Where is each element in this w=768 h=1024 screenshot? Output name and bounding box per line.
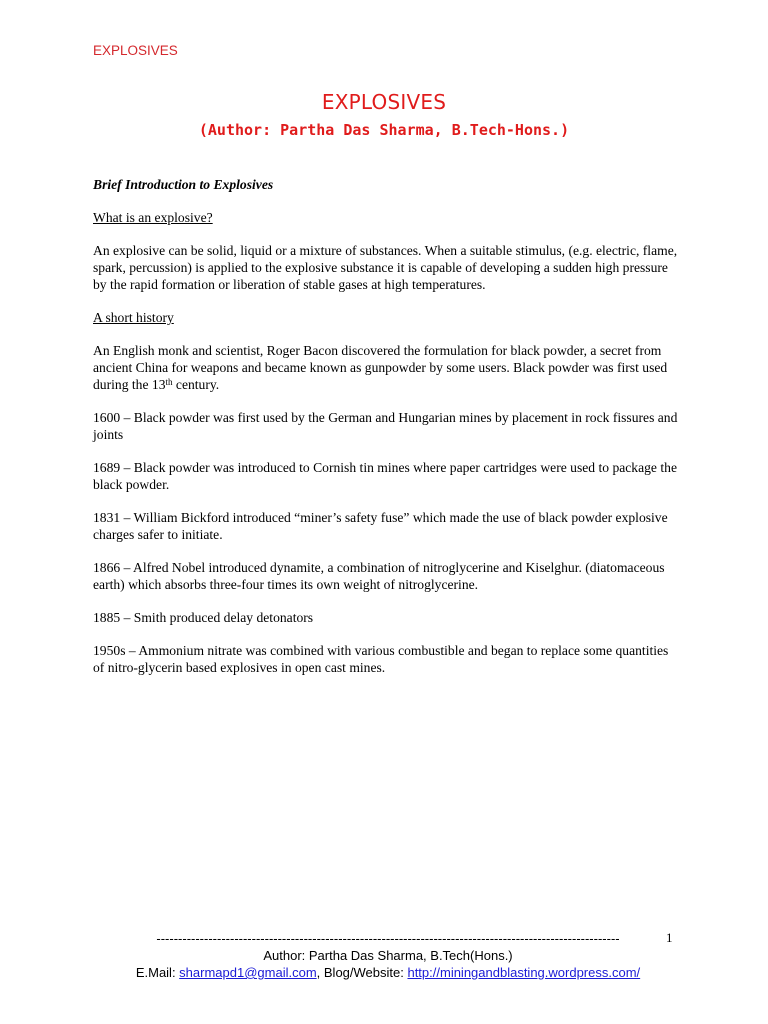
email-link[interactable]: sharmapd1@gmail.com bbox=[179, 965, 317, 980]
section-heading: Brief Introduction to Explosives bbox=[93, 177, 274, 192]
timeline-entry-1885: 1885 – Smith produced delay detonators bbox=[93, 610, 314, 625]
footer-author: Author: Partha Das Sharma, B.Tech(Hons.) bbox=[263, 948, 513, 963]
footer-contact bbox=[93, 964, 683, 981]
document-subtitle: (Author: Partha Das Sharma, B.Tech-Hons.) bbox=[198, 121, 570, 139]
history-intro-end: century. bbox=[172, 377, 220, 392]
timeline-entry-1950s: 1950s – Ammonium nitrate was combined with various combustible and began to replace some quantities of nitro-glycerin based explosives in open cast mines. bbox=[93, 643, 669, 675]
ordinal-superscript: th bbox=[165, 377, 173, 387]
question-heading: What is an explosive? bbox=[93, 210, 213, 225]
document-title: EXPLOSIVES bbox=[321, 90, 447, 114]
history-heading: A short history bbox=[93, 310, 174, 325]
history-intro-text: An English monk and scientist, Roger Bacon discovered the formulation for black powder, a secret from ancient China for weapons and became known as gunpowder by some users. Black powder was first used during the 13 bbox=[93, 343, 668, 392]
email-label: E.Mail: bbox=[135, 965, 180, 980]
history-intro-paragraph bbox=[93, 342, 683, 393]
blog-label: , Blog/Website: bbox=[316, 965, 408, 980]
website-link[interactable]: http://miningandblasting.wordpress.com/ bbox=[407, 965, 641, 980]
document-body bbox=[93, 176, 683, 692]
page-number: 1 bbox=[666, 930, 673, 945]
footer-divider: ----------------------------------------------------------------------------------------------------------- bbox=[156, 931, 620, 946]
page-footer bbox=[93, 930, 683, 981]
timeline-entry-1831: 1831 – William Bickford introduced “miner’s safety fuse” which made the use of black powder explosive charges safer to initiate. bbox=[93, 510, 668, 542]
definition-paragraph: An explosive can be solid, liquid or a mixture of substances. When a suitable stimulus, (e.g. electric, flame, spark, percussion) is applied to the explosive substance it is capable of developing a sudden high pressure by the rapid formation or liberation of stable gases at high temperatures. bbox=[93, 243, 678, 292]
timeline-entry-1600: 1600 – Black powder was first used by the German and Hungarian mines by placement in rock fissures and joints bbox=[93, 410, 678, 442]
timeline-entry-1689: 1689 – Black powder was introduced to Cornish tin mines where paper cartridges were used to package the black powder. bbox=[93, 460, 677, 492]
running-header: EXPLOSIVES bbox=[93, 43, 178, 58]
timeline-entry-1866: 1866 – Alfred Nobel introduced dynamite, a combination of nitroglycerine and Kiselghur. (diatomaceous earth) which absorbs three-four times its own weight of nitroglycerine. bbox=[93, 560, 665, 592]
